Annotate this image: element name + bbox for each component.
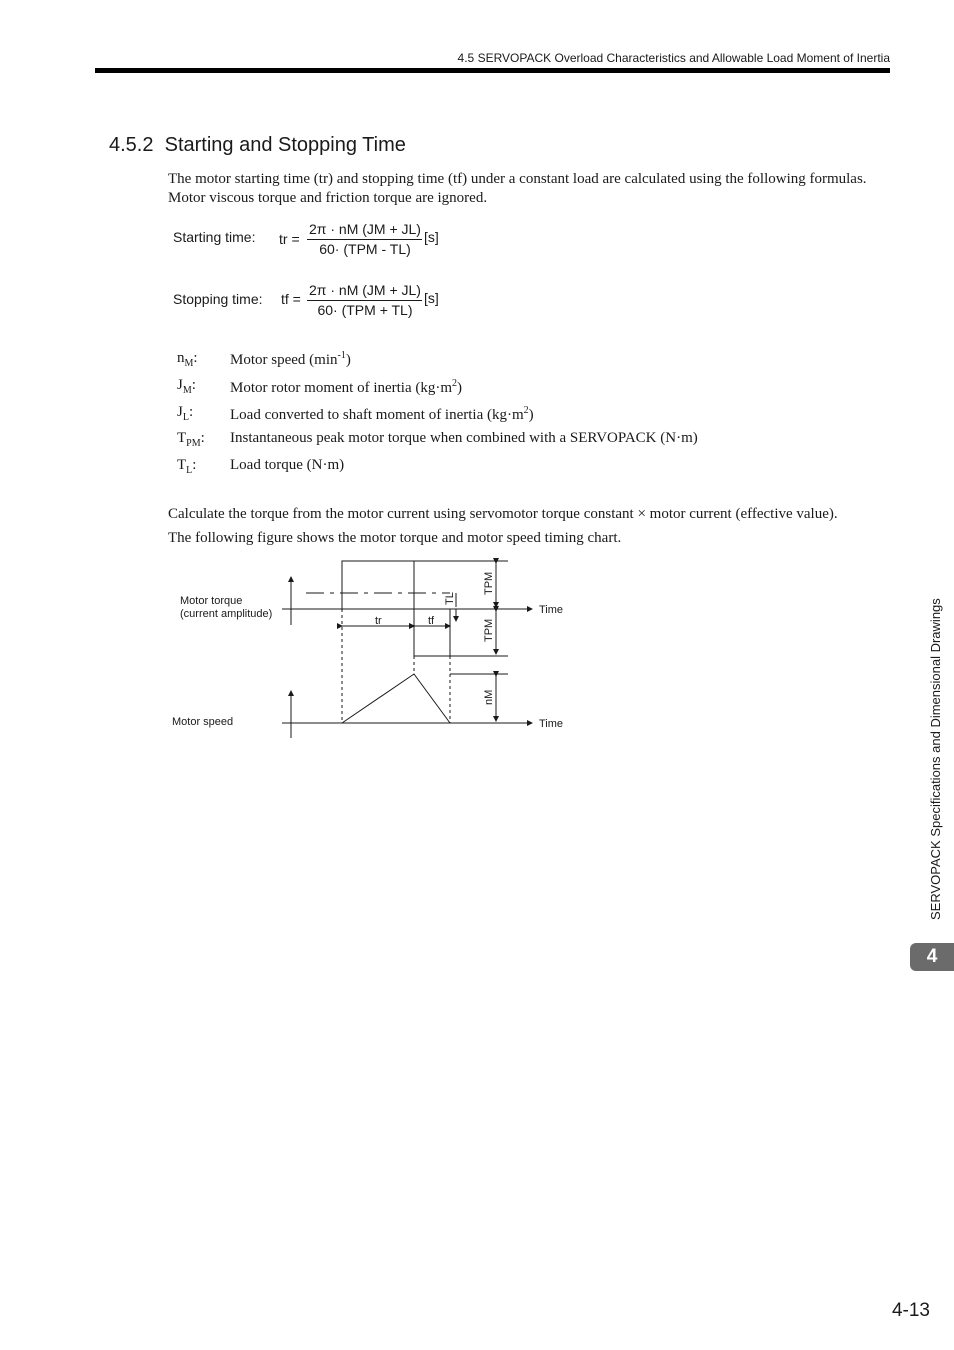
torque-label-line1: Motor torque bbox=[180, 595, 243, 607]
tl-label: TL bbox=[444, 592, 456, 605]
page-number: 4-13 bbox=[891, 1300, 930, 1321]
stopping-fraction-bar bbox=[307, 300, 422, 301]
starting-time-numerator: 2π · nM (JM + JL) bbox=[309, 221, 421, 237]
chapter-tab: 4 bbox=[910, 943, 954, 971]
stopping-time-denominator: 60· (TPM + TL) bbox=[317, 302, 413, 318]
time-label-speed: Time bbox=[539, 718, 564, 730]
stopping-time-label: Stopping time: bbox=[173, 291, 263, 307]
section-number: 4.5.2 bbox=[109, 134, 154, 156]
starting-time-label: Starting time: bbox=[173, 229, 256, 245]
legend-desc-jl: Load converted to shaft moment of inertia $(kg\cdot m^2)$ bbox=[230, 405, 534, 423]
starting-time-denominator: 60· (TPM - TL) bbox=[319, 241, 411, 257]
chapter-side-title: SERVOPACK Specifications and Dimensional Drawings bbox=[928, 598, 943, 920]
legend-symbol-nm: $n_M$: bbox=[177, 350, 198, 369]
legend-desc-jm: Motor rotor moment of inertia $(kg\cdot m^2)$ bbox=[230, 378, 463, 396]
legend-desc-nm: Motor speed $(\min^{-1})$ bbox=[230, 350, 351, 368]
legend-symbol-jl: $J_L$: bbox=[177, 404, 194, 423]
speed-profile bbox=[342, 674, 450, 723]
tr-label: tr bbox=[375, 615, 382, 627]
running-header: 4.5 SERVOPACK Overload Characteristics and Allowable Load Moment of Inertia bbox=[457, 51, 890, 65]
legend-desc-tpm: Instantaneous peak motor torque when combined with a SERVOPACK (N·m) bbox=[230, 430, 698, 446]
starting-time-unit: [s] bbox=[424, 229, 439, 245]
legend-symbol-jm: $J_M$: bbox=[177, 377, 196, 396]
stopping-time-unit: [s] bbox=[424, 290, 439, 306]
timing-chart bbox=[160, 555, 580, 750]
intro-paragraph: The motor starting time (tr) and stopping time (tf) under a constant load are calculated using the following formulas. Motor viscous torque and friction torque are ignored. bbox=[168, 171, 867, 206]
tf-label: tf bbox=[428, 615, 435, 627]
torque-accel-pulse bbox=[342, 561, 414, 609]
stopping-time-lhs: tf = bbox=[281, 291, 301, 307]
torque-calc-paragraph: Calculate the torque from the motor current using servomotor torque constant × motor current (effective value). bbox=[168, 506, 838, 522]
tpm-upper-label: TPM bbox=[483, 571, 495, 595]
header-rule bbox=[95, 68, 890, 73]
tpm-lower-label: TPM bbox=[483, 618, 495, 642]
stopping-time-numerator: 2π · nM (JM + JL) bbox=[309, 282, 421, 298]
speed-label: Motor speed bbox=[172, 716, 234, 728]
section-title bbox=[109, 134, 406, 157]
torque-label-line2: (current amplitude) bbox=[180, 608, 273, 620]
legend-desc-tl: Load torque (N·m) bbox=[230, 457, 345, 473]
time-label-torque: Time bbox=[539, 604, 564, 616]
starting-fraction-bar bbox=[307, 239, 422, 240]
nm-label: nM bbox=[483, 689, 495, 705]
figure-intro-paragraph: The following figure shows the motor torque and motor speed timing chart. bbox=[168, 530, 622, 546]
starting-time-lhs: tr = bbox=[279, 231, 300, 247]
legend-symbol-tl: $T_L$: bbox=[177, 457, 197, 476]
section-heading: Starting and Stopping Time bbox=[164, 134, 406, 156]
legend-symbol-tpm: $T_{PM}$: bbox=[177, 430, 205, 449]
